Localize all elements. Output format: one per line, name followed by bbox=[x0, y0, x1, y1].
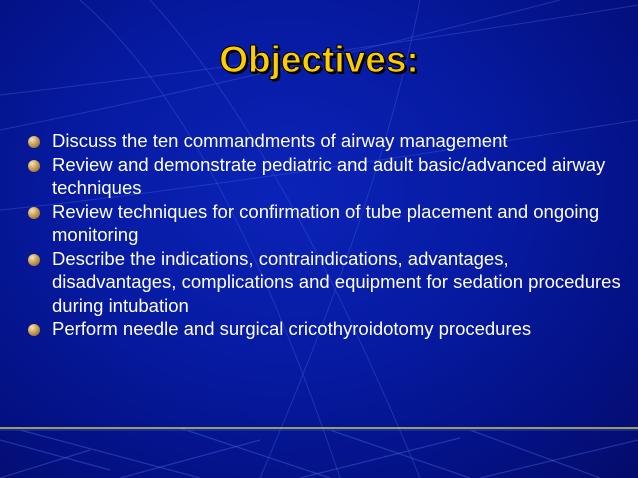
objectives-list bbox=[28, 129, 628, 341]
bullet-sphere-icon bbox=[28, 207, 40, 219]
bullet-sphere-icon bbox=[28, 254, 40, 266]
bullet-text: Describe the indications, contraindications, advantages, disadvantages, complications and equipment for sedation procedures during intubation bbox=[52, 247, 621, 316]
list-item bbox=[28, 317, 628, 341]
bullet-text: Perform needle and surgical cricothyroidotomy procedures bbox=[52, 318, 532, 339]
list-item bbox=[28, 247, 628, 318]
bullet-sphere-icon bbox=[28, 136, 40, 148]
list-item bbox=[28, 153, 628, 200]
slide-title: Objectives: bbox=[219, 39, 419, 80]
bullet-text: Review techniques for confirmation of tube placement and ongoing monitoring bbox=[52, 200, 600, 245]
bullet-text: Review and demonstrate pediatric and adult basic/advanced airway techniques bbox=[52, 153, 606, 198]
list-item bbox=[28, 200, 628, 247]
bullet-sphere-icon bbox=[28, 324, 40, 336]
list-item bbox=[28, 129, 628, 153]
bullet-text: Discuss the ten commandments of airway management bbox=[52, 130, 508, 151]
bullet-sphere-icon bbox=[28, 160, 40, 172]
